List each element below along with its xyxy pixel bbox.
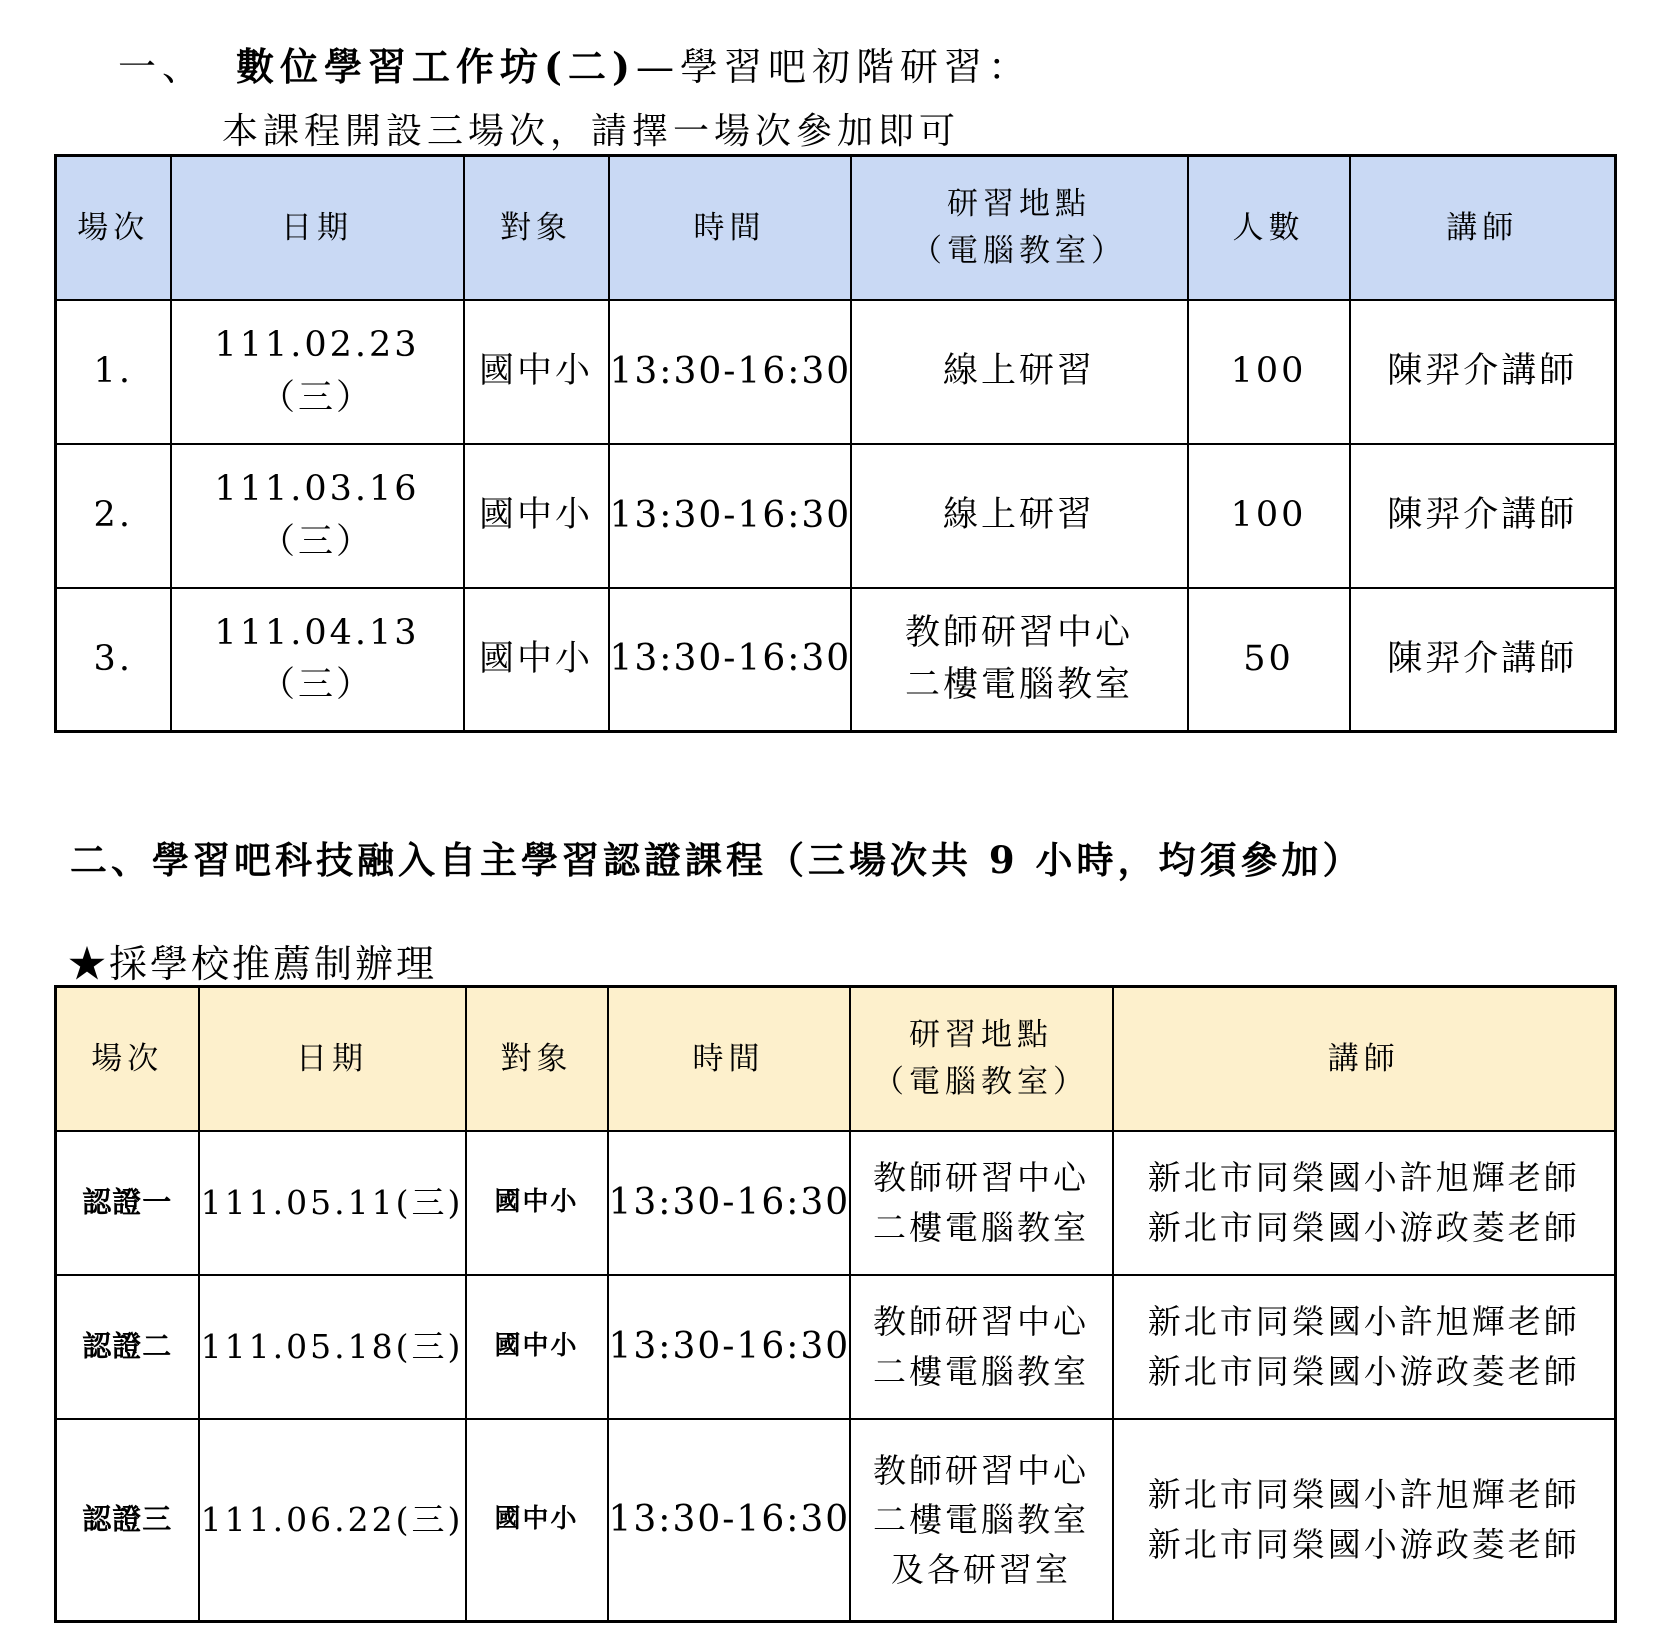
session-table-basic	[54, 154, 1617, 733]
cell-session: 2.	[56, 444, 171, 588]
cell-date	[171, 444, 464, 588]
cell-time: 13:30-16:30	[608, 1131, 850, 1275]
cell-audience: 國中小	[466, 1419, 608, 1622]
header-audience: 對象	[466, 987, 608, 1131]
cell-time: 13:30-16:30	[609, 300, 851, 444]
header-count: 人數	[1188, 156, 1350, 300]
instructor-line2: 新北市同榮國小游政菱老師	[1147, 1351, 1580, 1391]
header-location	[850, 987, 1113, 1131]
header-location	[851, 156, 1188, 300]
cell-instructor	[1113, 1275, 1616, 1419]
instructor-line1: 新北市同榮國小許旭輝老師	[1147, 1475, 1580, 1515]
cell-session: 認證三	[56, 1419, 199, 1622]
table-row	[56, 1131, 1616, 1275]
cell-location	[850, 1419, 1113, 1622]
cell-location	[851, 300, 1188, 444]
location-line1: 線上研習	[942, 495, 1095, 536]
header-location-line1: 研習地點	[947, 186, 1091, 223]
cell-audience: 國中小	[464, 300, 609, 444]
header-time: 時間	[608, 987, 850, 1131]
section1-title-bold: 數位學習工作坊(二)	[236, 44, 636, 89]
table-row	[56, 1419, 1616, 1622]
section1-title	[118, 36, 1032, 91]
table-row	[56, 300, 1616, 444]
date-value: 111.03.16	[214, 469, 420, 509]
cell-session: 認證一	[56, 1131, 199, 1275]
cell-count: 100	[1188, 300, 1350, 444]
location-line3: 及各研習室	[891, 1549, 1071, 1589]
section1-number: 一、	[118, 45, 207, 89]
table-header-row	[56, 987, 1616, 1131]
location-line2: 二樓電腦教室	[873, 1500, 1089, 1539]
section2-note: ★採學校推薦制辦理	[68, 942, 438, 986]
location-line1: 教師研習中心	[873, 1158, 1089, 1197]
cell-instructor	[1113, 1131, 1616, 1275]
section1-title-rest: —學習吧初階研習：	[635, 45, 1032, 89]
cell-instructor: 陳羿介講師	[1350, 444, 1616, 588]
cell-time: 13:30-16:30	[609, 444, 851, 588]
cell-date	[171, 300, 464, 444]
header-date: 日期	[171, 156, 464, 300]
cell-date	[171, 588, 464, 732]
cell-count: 100	[1188, 444, 1350, 588]
cell-audience: 國中小	[466, 1275, 608, 1419]
header-time: 時間	[609, 156, 851, 300]
header-instructor: 講師	[1350, 156, 1616, 300]
cell-session: 認證二	[56, 1275, 199, 1419]
weekday-value: （三）	[259, 665, 374, 706]
instructor-line2: 新北市同榮國小游政菱老師	[1147, 1524, 1580, 1564]
location-line1: 教師研習中心	[873, 1450, 1089, 1490]
cell-audience: 國中小	[464, 588, 609, 732]
cell-audience: 國中小	[464, 444, 609, 588]
table-row	[56, 588, 1616, 732]
location-line2: 二樓電腦教室	[873, 1351, 1089, 1391]
date-value: 111.04.13	[214, 612, 420, 653]
header-location-line1: 研習地點	[909, 1017, 1053, 1054]
cell-audience: 國中小	[466, 1131, 608, 1275]
cell-time: 13:30-16:30	[609, 588, 851, 732]
table-row	[56, 1275, 1616, 1419]
table-header-row	[56, 156, 1616, 300]
cell-location	[851, 444, 1188, 588]
cell-time: 13:30-16:30	[608, 1275, 850, 1419]
header-session: 場次	[56, 156, 171, 300]
weekday-value: （三）	[259, 521, 374, 562]
cell-session: 3.	[56, 588, 171, 732]
location-line2: 二樓電腦教室	[904, 665, 1133, 706]
cell-date: 111.05.18(三)	[199, 1275, 466, 1419]
cell-count: 50	[1188, 588, 1350, 732]
location-line2: 二樓電腦教室	[873, 1207, 1089, 1247]
cell-date: 111.06.22(三)	[199, 1419, 466, 1622]
header-session: 場次	[56, 987, 199, 1131]
header-location-line2: （電腦教室）	[873, 1063, 1089, 1100]
header-audience: 對象	[464, 156, 609, 300]
section2-title: 二、學習吧科技融入自主學習認證課程（三場次共 9 小時，均須參加）	[70, 838, 1364, 882]
cell-location	[850, 1131, 1113, 1275]
cell-instructor: 陳羿介講師	[1350, 588, 1616, 732]
cell-location	[851, 588, 1188, 732]
table-row	[56, 444, 1616, 588]
cell-instructor	[1113, 1419, 1616, 1622]
instructor-line1: 新北市同榮國小許旭輝老師	[1147, 1158, 1580, 1197]
section1-note: 本課程開設三場次，請擇一場次參加即可	[222, 111, 961, 152]
session-table-certification	[54, 985, 1617, 1623]
cell-session: 1.	[56, 300, 171, 444]
location-line1: 線上研習	[942, 351, 1095, 392]
date-value: 111.02.23	[214, 325, 420, 365]
instructor-line2: 新北市同榮國小游政菱老師	[1147, 1207, 1580, 1247]
weekday-value: （三）	[259, 377, 374, 418]
header-date: 日期	[199, 987, 466, 1131]
instructor-line1: 新北市同榮國小許旭輝老師	[1147, 1302, 1580, 1341]
cell-location	[850, 1275, 1113, 1419]
header-instructor: 講師	[1113, 987, 1616, 1131]
location-line1: 教師研習中心	[904, 612, 1133, 653]
cell-date: 111.05.11(三)	[199, 1131, 466, 1275]
header-location-line2: （電腦教室）	[911, 232, 1127, 269]
location-line1: 教師研習中心	[873, 1302, 1089, 1341]
cell-instructor: 陳羿介講師	[1350, 300, 1616, 444]
cell-time: 13:30-16:30	[608, 1419, 850, 1622]
